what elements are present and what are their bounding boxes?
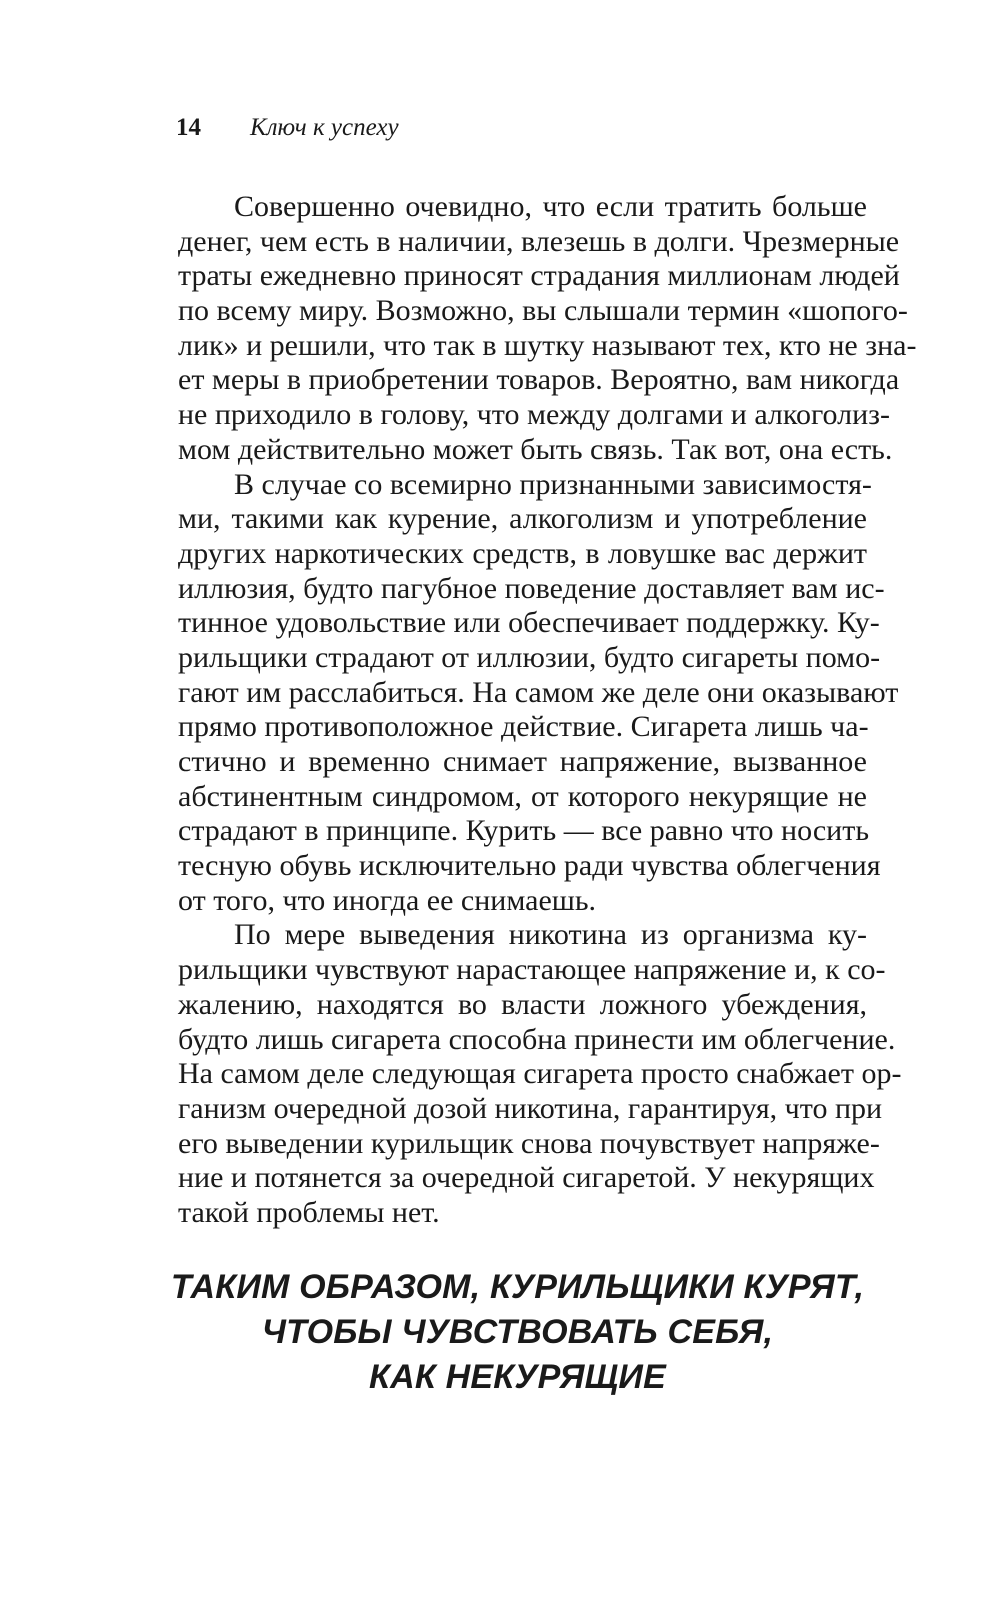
paragraph-3: [178, 918, 902, 1230]
page-number: 14: [176, 114, 201, 141]
text-line: будто лишь сигарета способна принести им облегчение.: [178, 1022, 896, 1056]
text-line: его выведении курильщик снова почувствует напряже-: [178, 1126, 880, 1160]
text-line: ет меры в приобретении товаров. Вероятно, вам никогда: [178, 363, 900, 397]
text-line: рильщики страдают от иллюзии, будто сигареты помо-: [178, 640, 881, 674]
text-line: гают им расслабиться. На самом же деле они оказывают: [178, 675, 899, 709]
text-line: Совершенно очевидно, что если тратить больше: [234, 190, 867, 223]
text-line: прямо противоположное действие. Сигарета лишь ча-: [178, 710, 869, 744]
text-line: других наркотических средств, в ловушке вас держит: [178, 536, 867, 570]
book-title: Ключ к успеху: [250, 114, 399, 141]
text-line: страдают в принципе. Курить — все равно что носить: [178, 814, 870, 848]
text-line: тинное удовольствие или обеспечивает поддержку. Ку-: [178, 606, 880, 640]
text-line: ганизм очередной дозой никотина, гарантируя, что при: [178, 1091, 883, 1125]
running-head: [176, 108, 399, 148]
text-line: такой проблемы нет.: [178, 1195, 440, 1229]
text-line: ние и потянется за очередной сигаретой. У некурящих: [178, 1161, 875, 1195]
text-line: по всему миру. Возможно, вы слышали термин «шопого-: [178, 294, 908, 328]
callout-line: КАК НЕКУРЯЩИЕ: [369, 1358, 666, 1396]
text-line: от того, что иногда ее снимаешь.: [178, 883, 597, 917]
text-line: не приходило в голову, что между долгами и алкоголиз-: [178, 398, 890, 432]
text-line: траты ежедневно приносят страдания миллионам людей: [178, 259, 900, 293]
text-line: В случае со всемирно признанными зависимостя-: [234, 467, 872, 501]
text-line: стично и временно снимает напряжение, вызванное: [178, 745, 867, 778]
text-line: рильщики чувствуют нарастающее напряжение и, к со-: [178, 953, 886, 987]
callout-line: ТАКИМ ОБРАЗОМ, КУРИЛЬЩИКИ КУРЯТ,: [170, 1268, 865, 1306]
text-line: На самом деле следующая сигарета просто снабжает ор-: [178, 1057, 902, 1091]
text-line: тесную обувь исключительно ради чувства облегчения: [178, 849, 881, 883]
paragraph-2: [178, 467, 899, 919]
text-line: иллюзия, будто пагубное поведение доставляет вам ис-: [178, 571, 885, 605]
text-line: жалению, находятся во власти ложного убеждения,: [178, 987, 867, 1021]
text-line: денег, чем есть в наличии, влезешь в долги. Чрезмерные: [178, 224, 900, 258]
paragraph-1: [178, 190, 917, 468]
callout-quote: [100, 1265, 935, 1400]
text-line: абстинентным синдромом, от которого некурящие не: [178, 779, 867, 813]
text-line: мом действительно может быть связь. Так вот, она есть.: [178, 432, 893, 466]
body-text: [178, 190, 917, 1231]
text-line: По мере выведения никотина из организма ку-: [234, 918, 867, 952]
callout-line: ЧТОБЫ ЧУВСТВОВАТЬ СЕБЯ,: [261, 1313, 774, 1351]
text-line: ми, такими как курение, алкоголизм и употребление: [178, 502, 867, 536]
text-line: лик» и решили, что так в шутку называют тех, кто не зна-: [178, 328, 917, 362]
